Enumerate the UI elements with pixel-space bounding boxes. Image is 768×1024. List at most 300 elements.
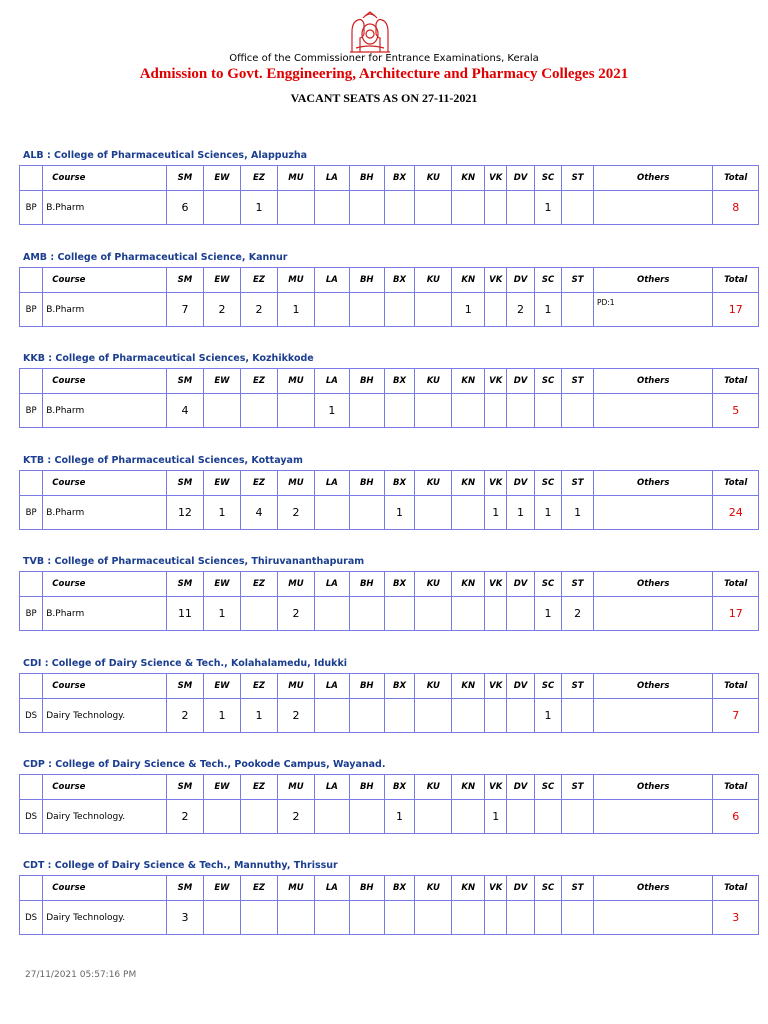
column-header-dv: DV bbox=[507, 268, 534, 293]
column-header-st: ST bbox=[562, 166, 594, 191]
cell-la bbox=[314, 901, 349, 935]
column-header-others: Others bbox=[593, 674, 712, 699]
cell-others bbox=[593, 901, 712, 935]
table-header-row bbox=[20, 268, 759, 293]
cell-dv bbox=[507, 394, 534, 428]
cell-st: 2 bbox=[562, 597, 594, 631]
cell-total: 6 bbox=[713, 800, 759, 834]
cell-st bbox=[562, 901, 594, 935]
cell-kn bbox=[452, 496, 485, 530]
column-header-dv: DV bbox=[507, 876, 534, 901]
cell-sm: 11 bbox=[166, 597, 203, 631]
cell-sc bbox=[534, 394, 561, 428]
table-row bbox=[20, 496, 759, 530]
cell-kn bbox=[452, 901, 485, 935]
column-header-ku: KU bbox=[415, 268, 452, 293]
column-header-sc: SC bbox=[534, 572, 561, 597]
course-code-cell: BP bbox=[20, 394, 43, 428]
footer-timestamp: 27/11/2021 05:57:16 PM bbox=[25, 970, 137, 980]
course-code-cell: BP bbox=[20, 496, 43, 530]
cell-bh bbox=[349, 394, 384, 428]
course-code-cell: BP bbox=[20, 191, 43, 225]
cell-vk: 1 bbox=[485, 800, 507, 834]
column-header-vk: VK bbox=[485, 876, 507, 901]
seats-table bbox=[19, 368, 759, 428]
column-header-others: Others bbox=[593, 775, 712, 800]
column-header-mu: MU bbox=[277, 876, 314, 901]
college-title: TVB : College of Pharmaceutical Sciences, Thiruvananthapuram bbox=[23, 556, 365, 567]
column-header-bh: BH bbox=[349, 674, 384, 699]
cell-st bbox=[562, 699, 594, 733]
course-name-cell: B.Pharm bbox=[43, 597, 167, 631]
column-header-kn: KN bbox=[452, 674, 485, 699]
column-header-others: Others bbox=[593, 572, 712, 597]
column-header-st: ST bbox=[562, 369, 594, 394]
column-header-others: Others bbox=[593, 369, 712, 394]
cell-sm: 2 bbox=[166, 699, 203, 733]
cell-sc: 1 bbox=[534, 699, 561, 733]
table-row bbox=[20, 597, 759, 631]
cell-ez bbox=[240, 597, 277, 631]
column-header-vk: VK bbox=[485, 674, 507, 699]
column-header-st: ST bbox=[562, 775, 594, 800]
cell-ew bbox=[203, 191, 240, 225]
cell-sm: 7 bbox=[166, 293, 203, 327]
column-header-la: LA bbox=[314, 876, 349, 901]
column-header-sm: SM bbox=[166, 674, 203, 699]
cell-others bbox=[593, 191, 712, 225]
column-header-course: Course bbox=[43, 166, 167, 191]
column-header-course: Course bbox=[43, 369, 167, 394]
seats-table bbox=[19, 875, 759, 935]
course-name-cell: B.Pharm bbox=[43, 191, 167, 225]
course-name-cell: Dairy Technology. bbox=[43, 901, 167, 935]
seats-table bbox=[19, 673, 759, 733]
column-header-dv: DV bbox=[507, 674, 534, 699]
cell-bh bbox=[349, 901, 384, 935]
cell-bh bbox=[349, 597, 384, 631]
table-header-row bbox=[20, 876, 759, 901]
column-header-vk: VK bbox=[485, 775, 507, 800]
college-title: KTB : College of Pharmaceutical Sciences, Kottayam bbox=[23, 455, 303, 466]
column-header-sc: SC bbox=[534, 166, 561, 191]
cell-kn: 1 bbox=[452, 293, 485, 327]
header-code-cell bbox=[20, 674, 43, 699]
cell-sm: 2 bbox=[166, 800, 203, 834]
cell-vk bbox=[485, 597, 507, 631]
cell-st: 1 bbox=[562, 496, 594, 530]
column-header-sm: SM bbox=[166, 775, 203, 800]
college-title: KKB : College of Pharmaceutical Sciences, Kozhikkode bbox=[23, 353, 314, 364]
column-header-ew: EW bbox=[203, 775, 240, 800]
column-header-mu: MU bbox=[277, 775, 314, 800]
cell-total: 5 bbox=[713, 394, 759, 428]
cell-sm: 4 bbox=[166, 394, 203, 428]
cell-st bbox=[562, 800, 594, 834]
cell-bh bbox=[349, 496, 384, 530]
course-name-cell: Dairy Technology. bbox=[43, 800, 167, 834]
column-header-la: LA bbox=[314, 268, 349, 293]
table-row bbox=[20, 800, 759, 834]
cell-ew bbox=[203, 394, 240, 428]
seats-table bbox=[19, 165, 759, 225]
cell-st bbox=[562, 293, 594, 327]
table-row bbox=[20, 293, 759, 327]
column-header-others: Others bbox=[593, 166, 712, 191]
column-header-kn: KN bbox=[452, 268, 485, 293]
cell-bh bbox=[349, 191, 384, 225]
cell-mu: 2 bbox=[277, 597, 314, 631]
header-code-cell bbox=[20, 166, 43, 191]
column-header-kn: KN bbox=[452, 572, 485, 597]
column-header-bx: BX bbox=[384, 471, 415, 496]
seats-table bbox=[19, 470, 759, 530]
cell-mu: 1 bbox=[277, 293, 314, 327]
column-header-sm: SM bbox=[166, 471, 203, 496]
column-header-sm: SM bbox=[166, 876, 203, 901]
cell-total: 8 bbox=[713, 191, 759, 225]
cell-ew: 2 bbox=[203, 293, 240, 327]
header-code-cell bbox=[20, 471, 43, 496]
column-header-ku: KU bbox=[415, 369, 452, 394]
column-header-sm: SM bbox=[166, 572, 203, 597]
column-header-dv: DV bbox=[507, 471, 534, 496]
column-header-bh: BH bbox=[349, 471, 384, 496]
page-subtitle: VACANT SEATS AS ON 27-11-2021 bbox=[290, 91, 478, 105]
cell-bx bbox=[384, 901, 415, 935]
column-header-total: Total bbox=[713, 674, 759, 699]
column-header-bh: BH bbox=[349, 876, 384, 901]
cell-others bbox=[593, 597, 712, 631]
column-header-st: ST bbox=[562, 471, 594, 496]
column-header-others: Others bbox=[593, 268, 712, 293]
cell-others bbox=[593, 394, 712, 428]
course-code-cell: DS bbox=[20, 699, 43, 733]
column-header-mu: MU bbox=[277, 674, 314, 699]
column-header-kn: KN bbox=[452, 166, 485, 191]
column-header-dv: DV bbox=[507, 369, 534, 394]
office-name: Office of the Commissioner for Entrance Examinations, Kerala bbox=[229, 53, 539, 64]
cell-ew: 1 bbox=[203, 699, 240, 733]
column-header-total: Total bbox=[713, 775, 759, 800]
table-header-row bbox=[20, 674, 759, 699]
column-header-sc: SC bbox=[534, 876, 561, 901]
cell-mu: 2 bbox=[277, 496, 314, 530]
cell-la bbox=[314, 597, 349, 631]
column-header-ku: KU bbox=[415, 166, 452, 191]
column-header-sm: SM bbox=[166, 166, 203, 191]
column-header-bx: BX bbox=[384, 876, 415, 901]
cell-kn bbox=[452, 800, 485, 834]
cell-ku bbox=[415, 597, 452, 631]
cell-la bbox=[314, 293, 349, 327]
cell-bx bbox=[384, 699, 415, 733]
column-header-kn: KN bbox=[452, 369, 485, 394]
column-header-dv: DV bbox=[507, 775, 534, 800]
column-header-ku: KU bbox=[415, 775, 452, 800]
course-code-cell: DS bbox=[20, 800, 43, 834]
college-title: CDI : College of Dairy Science & Tech., Kolahalamedu, Idukki bbox=[23, 658, 348, 669]
cell-la bbox=[314, 191, 349, 225]
cell-bx bbox=[384, 191, 415, 225]
cell-ez: 1 bbox=[240, 699, 277, 733]
cell-total: 24 bbox=[713, 496, 759, 530]
column-header-bh: BH bbox=[349, 369, 384, 394]
course-code-cell: BP bbox=[20, 293, 43, 327]
cell-la bbox=[314, 800, 349, 834]
column-header-ew: EW bbox=[203, 674, 240, 699]
cell-sc: 1 bbox=[534, 597, 561, 631]
table-row bbox=[20, 394, 759, 428]
cell-mu: 2 bbox=[277, 699, 314, 733]
cell-total: 3 bbox=[713, 901, 759, 935]
cell-ku bbox=[415, 496, 452, 530]
course-code-cell: DS bbox=[20, 901, 43, 935]
cell-vk bbox=[485, 191, 507, 225]
cell-ew bbox=[203, 901, 240, 935]
cell-ku bbox=[415, 191, 452, 225]
seats-table bbox=[19, 774, 759, 834]
column-header-bx: BX bbox=[384, 369, 415, 394]
cell-bx bbox=[384, 394, 415, 428]
column-header-ku: KU bbox=[415, 572, 452, 597]
table-header-row bbox=[20, 471, 759, 496]
column-header-bh: BH bbox=[349, 572, 384, 597]
cell-sc: 1 bbox=[534, 293, 561, 327]
column-header-la: LA bbox=[314, 775, 349, 800]
header-code-cell bbox=[20, 572, 43, 597]
cell-ew: 1 bbox=[203, 597, 240, 631]
course-name-cell: Dairy Technology. bbox=[43, 699, 167, 733]
column-header-sc: SC bbox=[534, 369, 561, 394]
cell-dv: 1 bbox=[507, 496, 534, 530]
cell-vk bbox=[485, 394, 507, 428]
college-title: AMB : College of Pharmaceutical Science, Kannur bbox=[23, 252, 288, 263]
column-header-ku: KU bbox=[415, 876, 452, 901]
column-header-kn: KN bbox=[452, 775, 485, 800]
cell-ku bbox=[415, 901, 452, 935]
column-header-vk: VK bbox=[485, 369, 507, 394]
cell-vk bbox=[485, 901, 507, 935]
column-header-sc: SC bbox=[534, 674, 561, 699]
header-code-cell bbox=[20, 775, 43, 800]
column-header-ez: EZ bbox=[240, 775, 277, 800]
column-header-bh: BH bbox=[349, 268, 384, 293]
cell-others bbox=[593, 699, 712, 733]
cell-mu: 2 bbox=[277, 800, 314, 834]
cell-bh bbox=[349, 293, 384, 327]
column-header-ez: EZ bbox=[240, 876, 277, 901]
cell-sc bbox=[534, 800, 561, 834]
column-header-ew: EW bbox=[203, 268, 240, 293]
college-title: CDP : College of Dairy Science & Tech., Pookode Campus, Wayanad. bbox=[23, 759, 386, 770]
column-header-vk: VK bbox=[485, 572, 507, 597]
cell-bh bbox=[349, 699, 384, 733]
column-header-la: LA bbox=[314, 471, 349, 496]
table-row bbox=[20, 699, 759, 733]
column-header-course: Course bbox=[43, 572, 167, 597]
column-header-course: Course bbox=[43, 775, 167, 800]
column-header-kn: KN bbox=[452, 876, 485, 901]
cell-sm: 6 bbox=[166, 191, 203, 225]
cell-st bbox=[562, 394, 594, 428]
column-header-mu: MU bbox=[277, 268, 314, 293]
course-name-cell: B.Pharm bbox=[43, 293, 167, 327]
column-header-others: Others bbox=[593, 471, 712, 496]
cell-ku bbox=[415, 800, 452, 834]
column-header-bx: BX bbox=[384, 775, 415, 800]
cell-mu bbox=[277, 901, 314, 935]
cell-ew bbox=[203, 800, 240, 834]
course-code-cell: BP bbox=[20, 597, 43, 631]
cell-ez bbox=[240, 394, 277, 428]
cell-dv bbox=[507, 699, 534, 733]
cell-ez: 2 bbox=[240, 293, 277, 327]
table-row bbox=[20, 901, 759, 935]
column-header-bh: BH bbox=[349, 166, 384, 191]
column-header-bx: BX bbox=[384, 572, 415, 597]
column-header-sm: SM bbox=[166, 268, 203, 293]
cell-dv bbox=[507, 800, 534, 834]
table-header-row bbox=[20, 166, 759, 191]
column-header-ez: EZ bbox=[240, 674, 277, 699]
column-header-course: Course bbox=[43, 268, 167, 293]
cell-ku bbox=[415, 394, 452, 428]
cell-sc: 1 bbox=[534, 191, 561, 225]
column-header-vk: VK bbox=[485, 268, 507, 293]
college-title: CDT : College of Dairy Science & Tech., Mannuthy, Thrissur bbox=[23, 860, 338, 871]
column-header-la: LA bbox=[314, 674, 349, 699]
cell-sc bbox=[534, 901, 561, 935]
column-header-st: ST bbox=[562, 674, 594, 699]
cell-bx bbox=[384, 293, 415, 327]
column-header-sc: SC bbox=[534, 471, 561, 496]
column-header-mu: MU bbox=[277, 471, 314, 496]
column-header-total: Total bbox=[713, 876, 759, 901]
cell-bx: 1 bbox=[384, 496, 415, 530]
cell-kn bbox=[452, 191, 485, 225]
column-header-st: ST bbox=[562, 572, 594, 597]
column-header-total: Total bbox=[713, 471, 759, 496]
column-header-total: Total bbox=[713, 572, 759, 597]
column-header-sc: SC bbox=[534, 775, 561, 800]
cell-bx bbox=[384, 597, 415, 631]
cell-vk bbox=[485, 699, 507, 733]
cell-ez: 4 bbox=[240, 496, 277, 530]
cell-total: 17 bbox=[713, 293, 759, 327]
college-title: ALB : College of Pharmaceutical Sciences, Alappuzha bbox=[23, 150, 308, 161]
column-header-dv: DV bbox=[507, 166, 534, 191]
cell-sm: 12 bbox=[166, 496, 203, 530]
column-header-sc: SC bbox=[534, 268, 561, 293]
column-header-la: LA bbox=[314, 572, 349, 597]
cell-kn bbox=[452, 394, 485, 428]
cell-sc: 1 bbox=[534, 496, 561, 530]
cell-sm: 3 bbox=[166, 901, 203, 935]
cell-st bbox=[562, 191, 594, 225]
column-header-kn: KN bbox=[452, 471, 485, 496]
table-header-row bbox=[20, 369, 759, 394]
cell-ez bbox=[240, 901, 277, 935]
column-header-ew: EW bbox=[203, 876, 240, 901]
column-header-ku: KU bbox=[415, 471, 452, 496]
table-header-row bbox=[20, 775, 759, 800]
cell-dv bbox=[507, 901, 534, 935]
cell-dv: 2 bbox=[507, 293, 534, 327]
column-header-mu: MU bbox=[277, 572, 314, 597]
page-title: Admission to Govt. Enggineering, Architecture and Pharmacy Colleges 2021 bbox=[139, 66, 629, 82]
column-header-bh: BH bbox=[349, 775, 384, 800]
cell-vk: 1 bbox=[485, 496, 507, 530]
seats-table bbox=[19, 267, 759, 327]
column-header-ew: EW bbox=[203, 471, 240, 496]
column-header-ew: EW bbox=[203, 572, 240, 597]
column-header-vk: VK bbox=[485, 471, 507, 496]
cell-la bbox=[314, 699, 349, 733]
cell-ez bbox=[240, 800, 277, 834]
cell-mu bbox=[277, 191, 314, 225]
column-header-dv: DV bbox=[507, 572, 534, 597]
kerala-emblem-icon bbox=[346, 8, 394, 54]
cell-ku bbox=[415, 699, 452, 733]
cell-others bbox=[593, 496, 712, 530]
column-header-course: Course bbox=[43, 876, 167, 901]
column-header-sm: SM bbox=[166, 369, 203, 394]
cell-vk bbox=[485, 293, 507, 327]
seats-table bbox=[19, 571, 759, 631]
column-header-ew: EW bbox=[203, 166, 240, 191]
column-header-total: Total bbox=[713, 369, 759, 394]
cell-la bbox=[314, 496, 349, 530]
cell-dv bbox=[507, 597, 534, 631]
column-header-bx: BX bbox=[384, 268, 415, 293]
course-name-cell: B.Pharm bbox=[43, 394, 167, 428]
column-header-st: ST bbox=[562, 876, 594, 901]
cell-la: 1 bbox=[314, 394, 349, 428]
column-header-ez: EZ bbox=[240, 166, 277, 191]
column-header-ez: EZ bbox=[240, 471, 277, 496]
cell-bx: 1 bbox=[384, 800, 415, 834]
cell-total: 17 bbox=[713, 597, 759, 631]
cell-mu bbox=[277, 394, 314, 428]
cell-ez: 1 bbox=[240, 191, 277, 225]
column-header-others: Others bbox=[593, 876, 712, 901]
column-header-mu: MU bbox=[277, 166, 314, 191]
cell-ew: 1 bbox=[203, 496, 240, 530]
cell-kn bbox=[452, 597, 485, 631]
column-header-total: Total bbox=[713, 166, 759, 191]
header-code-cell bbox=[20, 876, 43, 901]
column-header-bx: BX bbox=[384, 674, 415, 699]
column-header-bx: BX bbox=[384, 166, 415, 191]
header-code-cell bbox=[20, 268, 43, 293]
table-header-row bbox=[20, 572, 759, 597]
column-header-ku: KU bbox=[415, 674, 452, 699]
column-header-ew: EW bbox=[203, 369, 240, 394]
column-header-st: ST bbox=[562, 268, 594, 293]
cell-others bbox=[593, 800, 712, 834]
cell-dv bbox=[507, 191, 534, 225]
column-header-course: Course bbox=[43, 471, 167, 496]
cell-ku bbox=[415, 293, 452, 327]
column-header-ez: EZ bbox=[240, 369, 277, 394]
column-header-mu: MU bbox=[277, 369, 314, 394]
column-header-vk: VK bbox=[485, 166, 507, 191]
header-code-cell bbox=[20, 369, 43, 394]
cell-total: 7 bbox=[713, 699, 759, 733]
cell-bh bbox=[349, 800, 384, 834]
column-header-course: Course bbox=[43, 674, 167, 699]
